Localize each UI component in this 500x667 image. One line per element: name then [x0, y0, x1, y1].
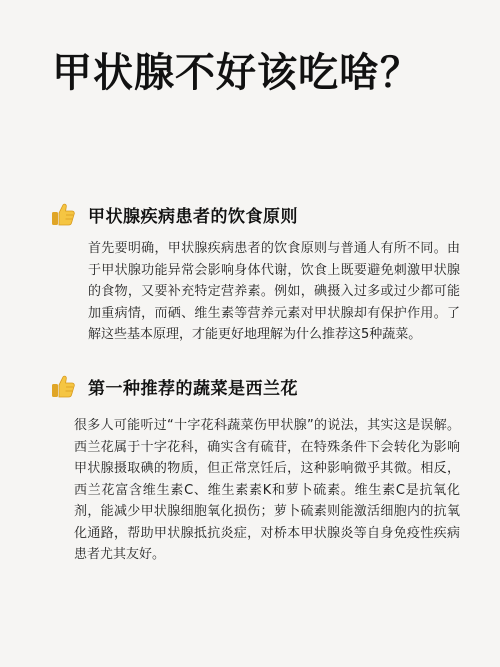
section-header	[50, 370, 460, 402]
section-header	[50, 198, 460, 230]
thumbs-up-icon	[50, 201, 76, 227]
section-heading: 第一种推荐的蔬菜是西兰花	[88, 378, 298, 399]
section-broccoli	[50, 370, 460, 566]
page-title: 甲状腺不好该吃啥？	[52, 50, 421, 96]
thumbs-up-icon	[50, 373, 76, 399]
section-diet-principles	[50, 198, 460, 346]
section-paragraph: 首先要明确，甲状腺疾病患者的饮食原则与普通人有所不同。由于甲状腺功能异常会影响身体代谢，饮食上既要避免刺激甲状腺的食物，又要补充特定营养素。例如，碘摄入过多或过少都可能加重病情，而硒、维生素等营养元素对甲状腺却有保护作用。了解这些基本原理，才能更好地理解为什么推荐这5种蔬菜。	[88, 241, 460, 342]
section-heading: 甲状腺疾病患者的饮食原则	[88, 206, 298, 227]
section-paragraph: 很多人可能听过“十字花科蔬菜伤甲状腺”的说法，其实这是误解。西兰花属于十字花科，确实含有硫苷，在特殊条件下会转化为影响甲状腺摄取碘的物质，但正常烹饪后，这种影响微乎其微。相反，西兰花富含维生素C、维生素素K和萝卜硫素。维生素C是抗氧化剂，能减少甲状腺细胞氧化损伤；萝卜硫素则能激活细胞内的抗氧化通路，帮助甲状腺抵抗炎症，对桥本甲状腺炎等自身免疫性疾病患者尤其友好。	[74, 418, 460, 562]
